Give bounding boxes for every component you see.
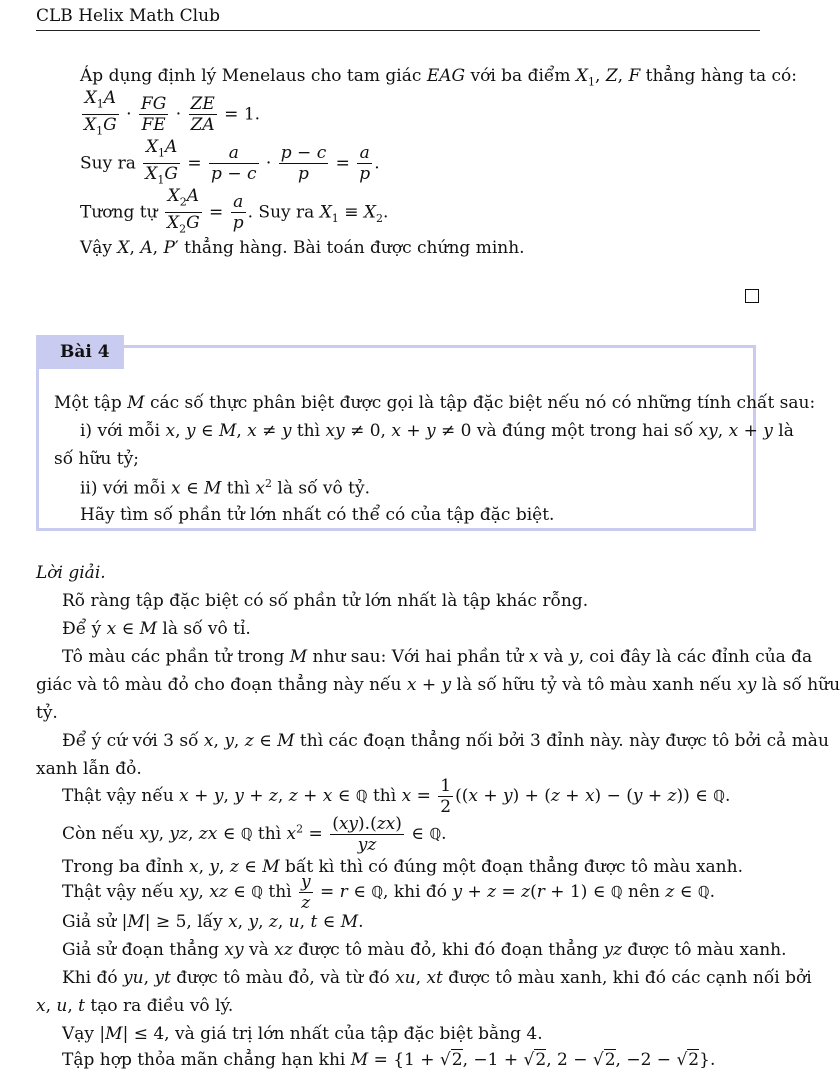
solution-line-9: Còn nếu xy, yz, zx ∈ ℚ thì $x^2$ = $\frac{(xy).(zx)}{yz}$ ∈ ℚ.	[62, 814, 447, 855]
solution-heading: Lời giải.	[36, 563, 106, 583]
solution-line-8: Thật vậy nếu x + y, y + z, z + x ∈ ℚ thì x = $\frac{1}{2}$ ((x + y) + (z + x) − (y + z)) ∈ ℚ.	[62, 776, 731, 817]
solution-line-13: Giả sử đoạn thẳng xy và xz được tô màu đỏ, khi đó đoạn thẳng yz được tô màu xanh.	[62, 940, 787, 960]
solution-line-15: x, u, t tạo ra điều vô lý.	[36, 996, 234, 1016]
solution-line-10: Trong ba đỉnh x, y, z ∈ M bất kì thì có đúng một đoạn thẳng được tô màu xanh.	[62, 857, 743, 877]
solution-line-12: Giả sử |M| ≥ 5, lấy x, y, z, u, t ∈ M.	[62, 912, 364, 932]
problem-line-1: Một tập M các số thực phân biệt được gọi là tập đặc biệt nếu nó có những tính chất sau:	[54, 393, 816, 413]
solution-line-7: xanh lẫn đỏ.	[36, 759, 142, 779]
solution-line-5: tỷ.	[36, 703, 58, 723]
solution-line-14: Khi đó yu, yt được tô màu đỏ, và từ đó xu, xt được tô màu xanh, khi đó các cạnh nối bởi	[62, 968, 812, 988]
solution-line-2: Để ý x ∈ M là số vô tỉ.	[62, 619, 251, 639]
proof-line-5: Vậy X, A, P′ thẳng hàng. Bài toán được chứng minh.	[80, 238, 525, 258]
problem-label: Bài 4	[36, 335, 124, 369]
solution-line-17: Tập hợp thỏa mãn chẳng hạn khi M = {1 + √2, −1 + √2, 2 − √2, −2 − √2}.	[62, 1050, 716, 1070]
proof-line-3: Suy ra $\frac{X_1A}{X_1G}$ = $\frac{a}{p - c}$ · $\frac{p - c}{p}$ = $\frac{a}{p}$ .	[80, 137, 380, 187]
problem-line-5: Hãy tìm số phần tử lớn nhất có thể có của tập đặc biệt.	[80, 505, 555, 525]
proof-line-4: Tương tự $\frac{X_2A}{X_2G}$ = $\frac{a}{p}$ . Suy ra $X_1 \equiv X_2$.	[80, 186, 389, 236]
solution-line-6: Để ý cứ với 3 số x, y, z ∈ M thì các đoạn thẳng nối bởi 3 đỉnh này. này được tô bởi cả màu	[62, 731, 829, 751]
proof-line-2: $\frac{X_1A}{X_1G}$ · $\frac{FG}{FE}$ · $\frac{ZE}{ZA}$ = 1.	[84, 88, 261, 138]
qed-square-icon	[745, 289, 759, 303]
problem-line-2: i) với mỗi x, y ∈ M, x ≠ y thì xy ≠ 0, x + y ≠ 0 và đúng một trong hai số xy, x + y là	[80, 421, 794, 441]
header-rule	[36, 30, 760, 31]
solution-line-4: giác và tô màu đỏ cho đoạn thẳng này nếu x + y là số hữu tỷ và tô màu xanh nếu xy là số hữu	[36, 675, 840, 695]
solution-line-16: Vạy |M| ≤ 4, và giá trị lớn nhất của tập đặc biệt bằng 4.	[62, 1024, 543, 1044]
problem-line-4: ii) với mỗi x ∈ M thì $x^2$ là số vô tỷ.	[80, 477, 370, 499]
solution-line-3: Tô màu các phần tử trong M như sau: Với hai phần tử x và y, coi đây là các đỉnh của đa	[62, 647, 813, 667]
proof-line-1: Áp dụng định lý Menelaus cho tam giác EAG với ba điểm $X_1$, Z, F thẳng hàng ta có:	[80, 66, 797, 89]
header-title: CLB Helix Math Club	[36, 6, 220, 26]
solution-line-11: Thật vậy nếu xy, xz ∈ ℚ thì $\frac{y}{z}$ = r ∈ ℚ, khi đó y + z = z(r + 1) ∈ ℚ nên z ∈ ℚ.	[62, 872, 715, 913]
solution-line-1: Rõ ràng tập đặc biệt có số phần tử lớn nhất là tập khác rỗng.	[62, 591, 589, 611]
problem-line-3: số hữu tỷ;	[54, 449, 139, 469]
